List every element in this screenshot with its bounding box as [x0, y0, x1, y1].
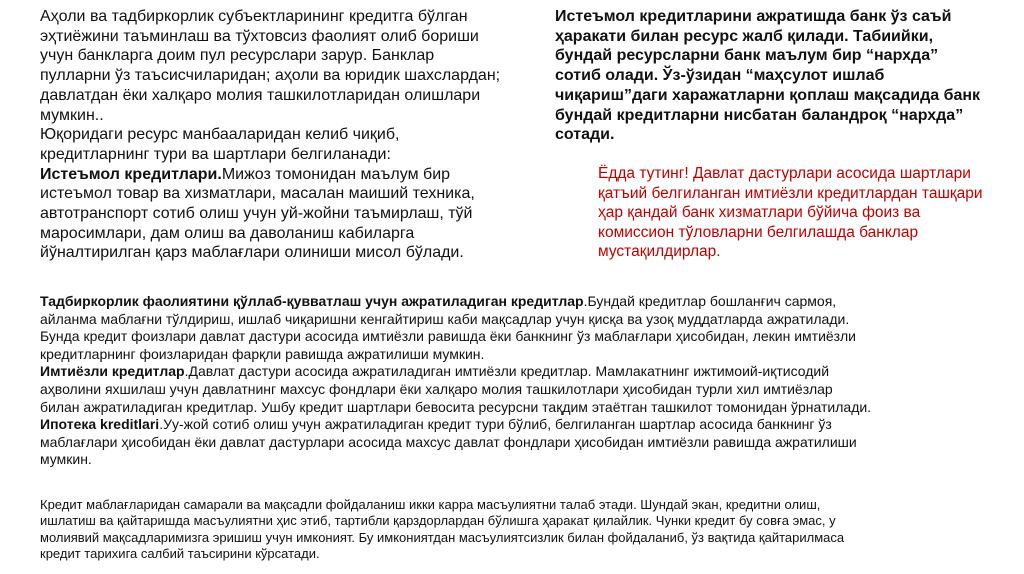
text-line: автотранспорт сотиб олиш учун уй-жойни таъмирлаш, тўй [40, 205, 473, 223]
consumer-credit-line [40, 165, 560, 185]
text-line: кредит тарихига салбий таъсирини кўрсатади. [40, 546, 320, 562]
text-line: билан ажратиладиган кредитлар. Ушбу кредит шартлари бевосита ресурсни тақдим этаётган ташкилот томонидан ўрнатилади. [40, 398, 872, 415]
text-line: мумкин.. [40, 106, 104, 124]
business-credit-text: .Бундай кредитлар бошланғич сармоя, [583, 293, 837, 309]
text-line: аҳволини яхшилаш учун давлатнинг махсус фондлари ёки халқаро молия ташкилотлари ҳисобидан турли хил имтиёзлар [40, 380, 833, 397]
note-line: комиссион тўловларни белгилашда банклар [598, 223, 919, 241]
preferential-credit-term: Имтиёзли кредитлар [40, 363, 185, 380]
mortgage-credit-text: .Уy-жой сотиб олиш учун ажратиладиган кредит тури бўлиб, белгиланган шартлар асосида банкнинг ўз [159, 416, 832, 433]
text-line: ҳаракати билан ресурс жалб қилади. Табиийки, [555, 27, 934, 45]
preferential-credit-line [40, 363, 1024, 381]
mortgage-credit-term: Ипотека kreditlari [40, 416, 160, 433]
note-line: Ёдда тутинг! Давлат дастурлари асосида шартлари [598, 165, 971, 182]
text-line: давлатдан ёки халқаро молия ташкилотларидан олишлари [40, 86, 481, 104]
text-line: сотади. [555, 126, 615, 144]
text-line: чиқариш”даги харажатларни қоплаш мақсадида банк [555, 86, 981, 104]
text-line: учун банкларга доим пул ресурслари зарур. Банклар [40, 47, 435, 65]
text-line: Истеъмол кредитларини ажратишда банк ўз саъй [555, 8, 952, 25]
consumer-credit-term: Истеъмол кредитлари. [40, 165, 222, 183]
note-line: мустақилдирлар. [598, 243, 721, 260]
credit-types-block [40, 293, 1024, 469]
text-line: эҳтиёжини таъминлаш ва тўхтовсиз фаолият олиб бориши [40, 27, 479, 45]
text-line: истеъмол товар ва хизматлари, масалан маиший техника, [40, 185, 475, 203]
text-line: Кредит маблағларидан самарали ва мақсадли фойдаланиш икки карра масъулиятни талаб этади. Шундай экан, кредитни олиш, [40, 497, 821, 512]
text-line: кредитларнинг тури ва шартлари белгиланади: [40, 145, 391, 163]
note-line: қатъий белгиланган имтиёзли кредитлардан ташқари [598, 184, 983, 202]
text-line: пулларни ўз таъсисчиларидан; аҳоли ва юридик шахслардан; [40, 67, 501, 85]
text-line: бундай кредитларни нисбатан баландроқ “нархда” [555, 106, 964, 124]
responsibility-paragraph [40, 497, 1024, 563]
text-line: Юқоридаги ресурс манбааларидан келиб чиқиб, [40, 126, 400, 144]
text-line: Бунда кредит фоизлари давлат дастури асосида имтиёзли равишда ёки банкнинг ўз маблағлари ҳисобидан, лекин имтиёзли [40, 328, 856, 345]
text-line: мумкин. [40, 451, 92, 468]
business-credit-term: Тадбиркорлик фаолиятини қўллаб-қувватлаш учун ажратиладиган кредитлар [40, 293, 584, 309]
business-credit-line [40, 293, 1024, 311]
preferential-credit-text: .Давлат дастури асосида ажратиладиган имтиёзли кредитлар. Мамлакатнинг ижтимоий-иқтисодий [184, 363, 830, 380]
text-line: молиявий мақсадларимизга эришиш учун имконият. Бу имкониятдан масъулиятсизлик билан фойдаланиб, ўз вақтида қайтарилмаса [40, 529, 845, 545]
text-line: маросимлари, дам олиш ва даволаниш кабиларга [40, 224, 415, 242]
text-line: йўналтирилган қарз маблағлари олиниши мисол бўлади. [40, 244, 464, 262]
text-line: айланма маблағни тўлдириш, ишлаб чиқаришни кенгайтириш каби мақсадлар учун қисқа ва узоқ муддатларда ажратилади. [40, 310, 850, 327]
text-line: бундай ресурсларни банк маълум бир “нархда” [555, 47, 939, 65]
text-line: сотиб олади. Ўз-ўзидан “маҳсулот ишлаб [555, 67, 885, 85]
left-text-block [40, 7, 560, 263]
right-bold-text-block [555, 7, 1020, 145]
red-reminder-note [598, 164, 1023, 262]
note-line: ҳар қандай банк хизматлари бўйича фоиз ва [598, 204, 921, 221]
consumer-credit-text: Мижоз томонидан маълум бир [221, 165, 451, 183]
text-line: кредитларнинг фоизларидан фарқли равишда ажратилиши мумкин. [40, 345, 485, 362]
text-line: ишлатиш ва қайтаришда масъулиятни ҳис этиб, тартибли қарздорлардан бўлишга ҳаракат қилайлик. Чунки кредит бу совға эмас, у [40, 513, 836, 529]
text-line: маблағлари ҳисобидан ёки давлат дастурлари асосида махсус давлат фондлари ҳисобидан имтиёзли равишда ажратилиши [40, 433, 857, 450]
text-line: Аҳоли ва тадбиркорлик субъектларининг кредитга бўлган [40, 8, 468, 25]
mortgage-credit-line [40, 416, 1024, 434]
